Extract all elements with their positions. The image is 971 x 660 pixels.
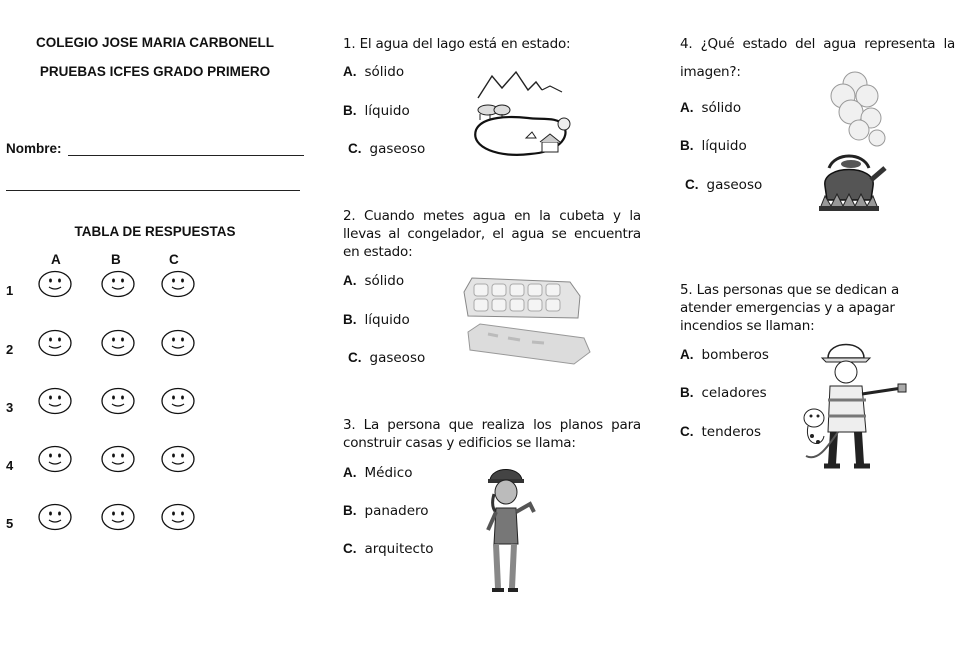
option-letter: C. [343, 541, 357, 556]
option-text: gaseoso [369, 141, 426, 157]
question-5-option-c[interactable] [680, 424, 761, 440]
smiley-face-icon [161, 503, 195, 531]
question-3-text: 3. La persona que realiza los planos para construir casas y edificios se llama: [343, 417, 641, 451]
smiley-face-icon [38, 387, 72, 415]
question-2-option-b[interactable] [343, 312, 410, 328]
question-3-option-a[interactable] [343, 465, 412, 481]
option-letter: B. [680, 385, 694, 400]
option-text: arquitecto [364, 541, 434, 557]
question-1-option-c[interactable] [348, 141, 425, 157]
smiley-face-icon [101, 445, 135, 473]
option-letter: C. [348, 350, 362, 365]
option-text: líquido [701, 138, 747, 154]
answer-column-b: B [111, 252, 121, 267]
smiley-face-icon [161, 329, 195, 357]
question-4-text-line-1: 4. ¿Qué estado del agua representa la [680, 36, 956, 52]
smiley-face-icon [101, 329, 135, 357]
option-letter: B. [343, 312, 357, 327]
question-2-text: 2. Cuando metes agua en la cubeta y la llevas al congelador, el agua se encuentra en estado: [343, 208, 641, 260]
answer-bubble-2-c[interactable] [161, 329, 195, 355]
option-letter: C. [680, 424, 694, 439]
answer-bubble-1-a[interactable] [38, 270, 72, 296]
question-3-option-b[interactable] [343, 503, 429, 519]
smiley-face-icon [101, 270, 135, 298]
option-text: celadores [701, 385, 767, 401]
answer-row-number: 2 [6, 342, 14, 357]
boiling-kettle-icon [815, 68, 895, 218]
answer-bubble-3-a[interactable] [38, 387, 72, 413]
smiley-face-icon [38, 329, 72, 357]
answer-bubble-3-b[interactable] [101, 387, 135, 413]
school-name: COLEGIO JOSE MARIA CARBONELL [35, 35, 274, 50]
option-text: líquido [364, 312, 410, 328]
answer-bubble-2-a[interactable] [38, 329, 72, 355]
option-letter: A. [343, 273, 357, 288]
question-4-text-line-2: imagen?: [680, 64, 741, 80]
question-4-option-a[interactable] [680, 100, 741, 116]
question-4-option-b[interactable] [680, 138, 747, 154]
answer-bubble-1-b[interactable] [101, 270, 135, 296]
question-5-option-b[interactable] [680, 385, 767, 401]
option-text: sólido [364, 273, 405, 289]
test-title: PRUEBAS ICFES GRADO PRIMERO [39, 64, 271, 79]
answer-bubble-5-a[interactable] [38, 503, 72, 529]
answer-row-number: 4 [6, 458, 14, 473]
answer-bubble-4-c[interactable] [161, 445, 195, 471]
answer-column-a: A [51, 252, 61, 267]
architect-icon [482, 464, 538, 596]
smiley-face-icon [161, 270, 195, 298]
answer-bubble-4-b[interactable] [101, 445, 135, 471]
option-text: panadero [364, 503, 429, 519]
option-letter: C. [685, 177, 699, 192]
answer-bubble-3-c[interactable] [161, 387, 195, 413]
question-4-text [680, 35, 971, 53]
smiley-face-icon [38, 270, 72, 298]
option-letter: C. [348, 141, 362, 156]
answer-bubble-4-a[interactable] [38, 445, 72, 471]
smiley-face-icon [38, 445, 72, 473]
option-letter: A. [343, 64, 357, 79]
lake-icon [470, 68, 575, 160]
question-5-option-a[interactable] [680, 347, 769, 363]
question-2-option-a[interactable] [343, 273, 404, 289]
question-1-option-a[interactable] [343, 64, 404, 80]
answer-bubble-5-b[interactable] [101, 503, 135, 529]
option-text: gaseoso [369, 350, 426, 366]
answer-row-number: 3 [6, 400, 14, 415]
option-text: bomberos [701, 347, 769, 363]
option-letter: B. [343, 503, 357, 518]
smiley-face-icon [161, 445, 195, 473]
question-3-option-c[interactable] [343, 541, 434, 557]
question-2-option-c[interactable] [348, 350, 425, 366]
answer-table-title: TABLA DE RESPUESTAS [74, 224, 236, 239]
name-label: Nombre: [6, 141, 62, 156]
option-letter: B. [680, 138, 694, 153]
option-text: gaseoso [706, 177, 763, 193]
option-text: Médico [364, 465, 413, 481]
option-text: tenderos [701, 424, 762, 440]
option-text: sólido [701, 100, 742, 116]
smiley-face-icon [101, 387, 135, 415]
answer-row-number: 1 [6, 283, 14, 298]
option-letter: B. [343, 103, 357, 118]
option-letter: A. [343, 465, 357, 480]
firefighter-icon [798, 336, 910, 474]
smiley-face-icon [161, 387, 195, 415]
question-1-text: 1. El agua del lago está en estado: [343, 36, 571, 52]
answer-bubble-2-b[interactable] [101, 329, 135, 355]
question-5-text: 5. Las personas que se dedican a atender emergencias y a apagar incendios se llaman: [680, 282, 900, 334]
option-text: sólido [364, 64, 405, 80]
name-input-line-2[interactable] [6, 190, 300, 191]
ice-tray-icon [458, 272, 594, 372]
smiley-face-icon [38, 503, 72, 531]
answer-bubble-1-c[interactable] [161, 270, 195, 296]
option-text: líquido [364, 103, 410, 119]
question-1-option-b[interactable] [343, 103, 410, 119]
smiley-face-icon [101, 503, 135, 531]
option-letter: A. [680, 347, 694, 362]
question-4-option-c[interactable] [685, 177, 762, 193]
answer-column-c: C [169, 252, 179, 267]
option-letter: A. [680, 100, 694, 115]
answer-row-number: 5 [6, 516, 14, 531]
name-input-line[interactable] [68, 155, 304, 156]
answer-bubble-5-c[interactable] [161, 503, 195, 529]
